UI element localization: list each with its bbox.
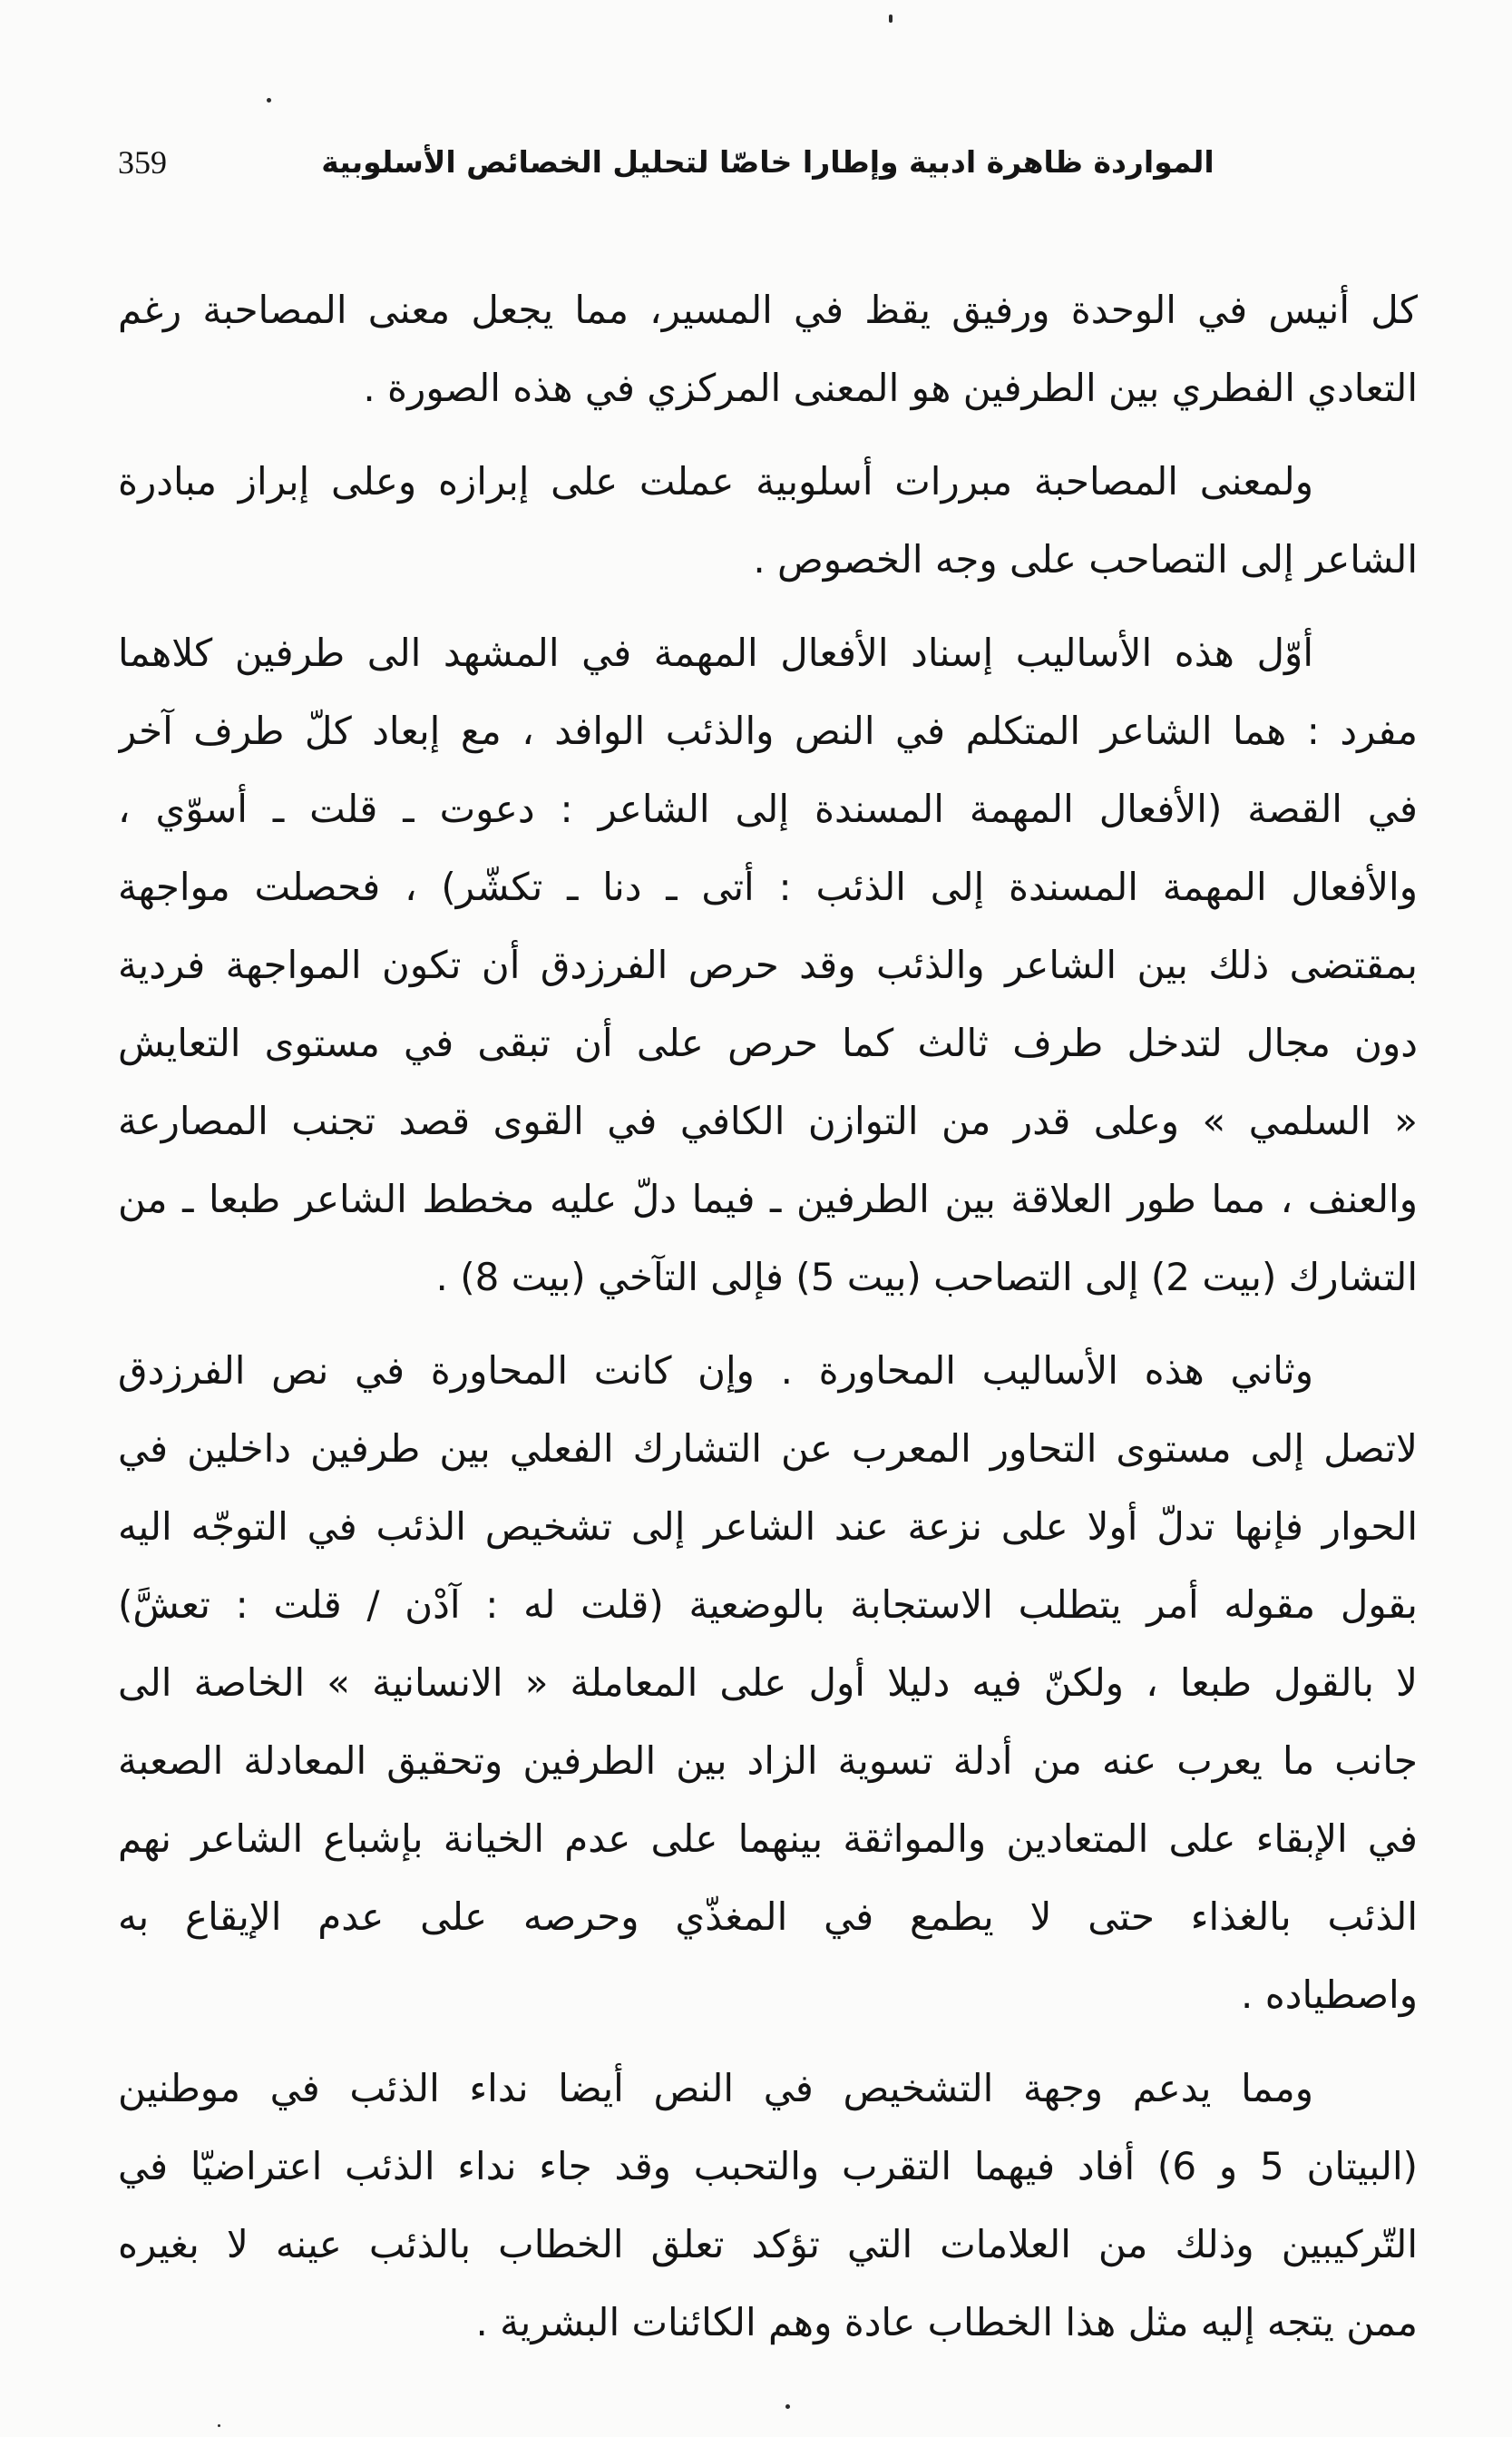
text-line: بقول مقوله أمر يتطلب الاستجابة بالوضعية (قلت له : آدْن / قلت : تعشَّ) <box>118 1582 1418 1627</box>
text-line: أوّل هذه الأساليب إسناد الأفعال المهمة في المشهد الى طرفين كلاهما <box>118 631 1313 675</box>
text-line: لا بالقول طبعا ، ولكنّ فيه دليلا أول على المعاملة « الانسانية » الخاصة الى <box>118 1660 1418 1705</box>
text-line: التشارك (بيت 2) إلى التصاحب (بيت 5) فإلى التآخي (بيت 8) . <box>435 1255 1418 1299</box>
paragraph <box>118 2050 1418 2362</box>
scan-speck <box>889 15 893 23</box>
scan-speck <box>785 2404 790 2409</box>
text-line: كل أنيس في الوحدة ورفيق يقظ في المسير، مما يجعل معنى المصاحبة رغم <box>118 288 1418 332</box>
text-line: دون مجال لتدخل طرف ثالث كما حرص على أن تبقى في مستوى التعايش <box>118 1021 1418 1065</box>
text-line: الحوار فإنها تدلّ أولا على نزعة عند الشاعر إلى تشخيص الذئب في التوجّه اليه <box>118 1504 1418 1549</box>
paragraph <box>118 271 1418 427</box>
text-line: والعنف ، مما طور العلاقة بين الطرفين ـ فيما دلّ عليه مخطط الشاعر طبعا ـ من <box>118 1177 1418 1221</box>
running-header <box>118 134 1418 191</box>
text-line: في الإبقاء على المتعادين والمواثقة بينهما على عدم الخيانة بإشباع الشاعر نهم <box>118 1816 1418 1861</box>
page-number: 359 <box>118 144 167 181</box>
text-line: ومما يدعم وجهة التشخيص في النص أيضا نداء الذئب في موطنين <box>118 2066 1313 2110</box>
text-line: ممن يتجه إليه مثل هذا الخطاب عادة وهم الكائنات البشرية . <box>475 2300 1418 2344</box>
text-line: مفرد : هما الشاعر المتكلم في النص والذئب الوافد ، مع إبعاد كلّ طرف آخر <box>118 709 1418 753</box>
body-text <box>118 271 1418 2362</box>
text-line: (البيتان 5 و 6) أفاد فيهما التقرب والتحبب وقد جاء نداء الذئب اعتراضيّا في <box>118 2144 1418 2188</box>
text-line: الذئب بالغذاء حتى لا يطمع في المغذّي وحرصه على عدم الإيقاع به <box>118 1894 1418 1939</box>
text-line: بمقتضى ذلك بين الشاعر والذئب وقد حرص الفرزدق أن تكون المواجهة فردية <box>118 943 1418 987</box>
text-line: وثاني هذه الأساليب المحاورة . وإن كانت المحاورة في نص الفرزدق <box>118 1348 1313 1393</box>
paragraph <box>118 1332 1418 2034</box>
scan-speck <box>267 98 271 103</box>
text-line: في القصة (الأفعال المهمة المسندة إلى الشاعر : دعوت ـ قلت ـ أسوّي ، <box>118 787 1418 831</box>
scan-speck <box>218 2424 220 2427</box>
text-line: لاتصل إلى مستوى التحاور المعرب عن التشارك الفعلي بين طرفين داخلين في <box>118 1426 1418 1471</box>
text-line: التعادي الفطري بين الطرفين هو المعنى المركزي في هذه الصورة . <box>363 366 1418 410</box>
text-line: التّركيبين وذلك من العلامات التي تؤكد تعلق الخطاب بالذئب عينه لا بغيره <box>118 2222 1418 2266</box>
running-head-title: المواردة ظاهرة ادبية وإطارا خاصّا لتحليل الخصائص الأسلوبية <box>321 144 1214 180</box>
text-line: واصطياده . <box>1241 1972 1418 2017</box>
text-line: الشاعر إلى التصاحب على وجه الخصوص . <box>753 537 1418 582</box>
text-line: والأفعال المهمة المسندة إلى الذئب : أتى ـ دنا ـ تكشّر) ، فحصلت مواجهة <box>118 865 1418 909</box>
text-line: « السلمي » وعلى قدر من التوازن الكافي في القوى قصد تجنب المصارعة <box>118 1099 1418 1143</box>
paragraph <box>118 614 1418 1316</box>
text-line: ولمعنى المصاحبة مبررات أسلوبية عملت على إبرازه وعلى إبراز مبادرة <box>118 459 1313 504</box>
text-line: جانب ما يعرب عنه من أدلة تسوية الزاد بين الطرفين وتحقيق المعادلة الصعبة <box>118 1738 1418 1783</box>
paragraph <box>118 443 1418 599</box>
